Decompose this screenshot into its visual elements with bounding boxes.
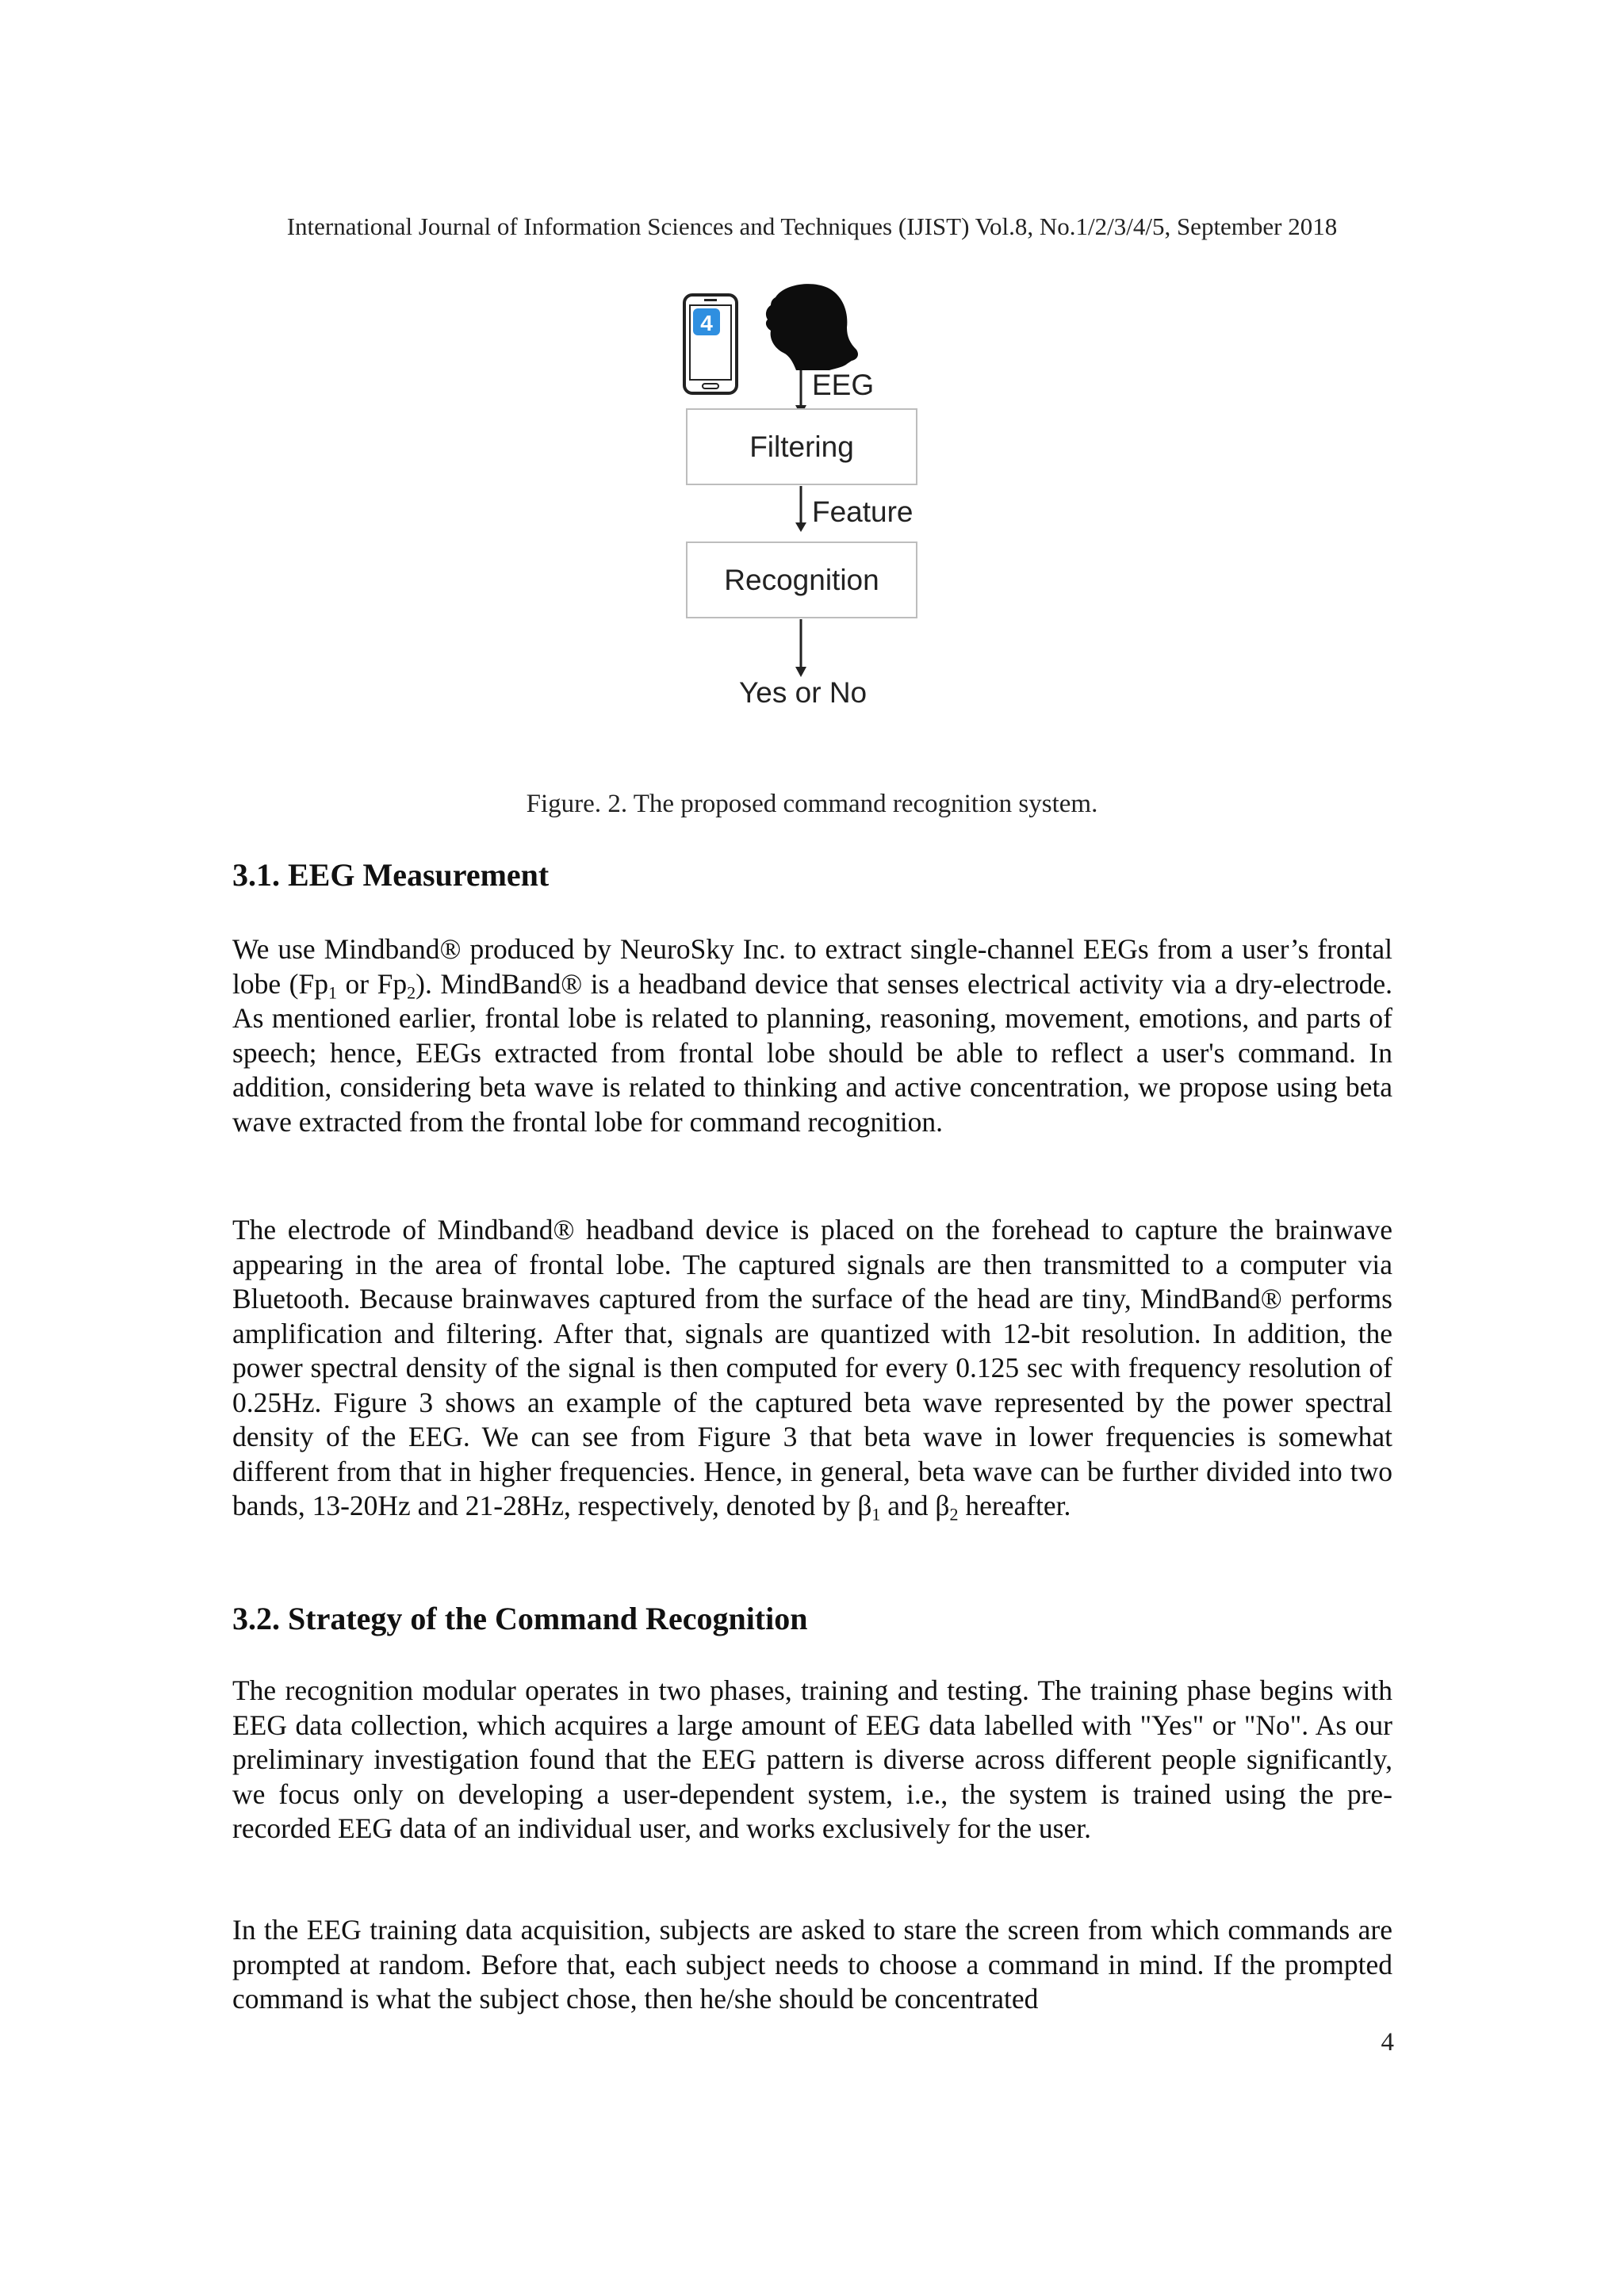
label-eeg: EEG xyxy=(812,369,875,401)
arrow-output xyxy=(793,619,809,679)
box-filtering: Filtering xyxy=(686,408,917,485)
figure-caption: Figure. 2. The proposed command recognition system. xyxy=(526,790,1098,818)
beta1-subscript: 1 xyxy=(871,1504,881,1525)
paragraph-3-2-1: The recognition modular operates in two phases, training and testing. The training phase begins with EEG data collection, which acquires a large amount of EEG data labelled with "Yes" or "No". As our preliminary investigation found that the EEG pattern is diverse across different people significantly, we focus only on developing a user-dependent system, i.e., the system is trained using the pre-recorded EEG data of an individual user, and works exclusively for the user. xyxy=(232,1674,1392,1844)
figure-2-diagram xyxy=(674,281,928,710)
paragraph-3-2-2: In the EEG training data acquisition, subjects are asked to stare the screen from which commands are prompted at random. Before that, each subject needs to choose a command in mind. If the prompted command is what the subject chose, then he/she should be concentrated xyxy=(232,1914,1392,2015)
paragraph-3-1-2: The electrode of Mindband® headband device is placed on the forehead to capture the brainwave appearing in the area of frontal lobe. The captured signals are then transmitted to a computer via Bluetooth. Because brainwaves captured from the surface of the head are tiny, MindBand® performs amplification and filtering. After that, signals are quantized with 12-bit resolution. In addition, the power spectral density of the signal is then computed for every 0.125 sec with frequency resolution of 0.25Hz. Figure 3 shows an example of the captured beta wave represented by the power spectral density of the EEG. We can see from Figure 3 that beta wave in lower frequencies is somewhat different from that in higher frequencies. Hence, in general, beta wave can be further divided into two bands, 13-20Hz and 21-28Hz, respectively, denoted by $\beta_1$ and $\beta_2$ hereafter. xyxy=(232,1214,1392,1525)
page-number: 4 xyxy=(1381,2028,1394,2057)
fp1-subscript: 1 xyxy=(327,982,337,1003)
beta2-subscript: 2 xyxy=(949,1504,959,1525)
running-header: International Journal of Information Sciences and Techniques (IJIST) Vol.8, No.1/2/3/4/5, September 2018 xyxy=(286,212,1338,240)
phone-screen-number: 4 xyxy=(700,311,713,335)
arrow-feature xyxy=(793,486,809,532)
paragraph-3-1-1: We use Mindband® produced by NeuroSky Inc. to extract single-channel EEGs from a user’s frontal lobe ($Fp_1$ or $Fp_2$). MindBand® is a headband device that senses electrical activity via a dry-electrode. As mentioned earlier, frontal lobe is related to planning, reasoning, movement, emotions, and parts of speech; hence, EEGs extracted from frontal lobe should be able to reflect a user's command. In addition, considering beta wave is related to thinking and active concentration, we propose using beta wave extracted from the frontal lobe for command recognition. xyxy=(232,933,1392,1138)
label-feature: Feature xyxy=(812,496,914,528)
section-heading-3-2: 3.2. Strategy of the Command Recognition xyxy=(232,1601,808,1636)
section-heading-3-1: 3.1. EEG Measurement xyxy=(232,857,550,893)
box-recognition: Recognition xyxy=(686,541,917,618)
fp2-subscript: 2 xyxy=(407,982,416,1003)
label-yes-or-no: Yes or No xyxy=(739,676,868,709)
user-head-silhouette-icon xyxy=(761,281,864,373)
phone-icon xyxy=(682,293,739,396)
